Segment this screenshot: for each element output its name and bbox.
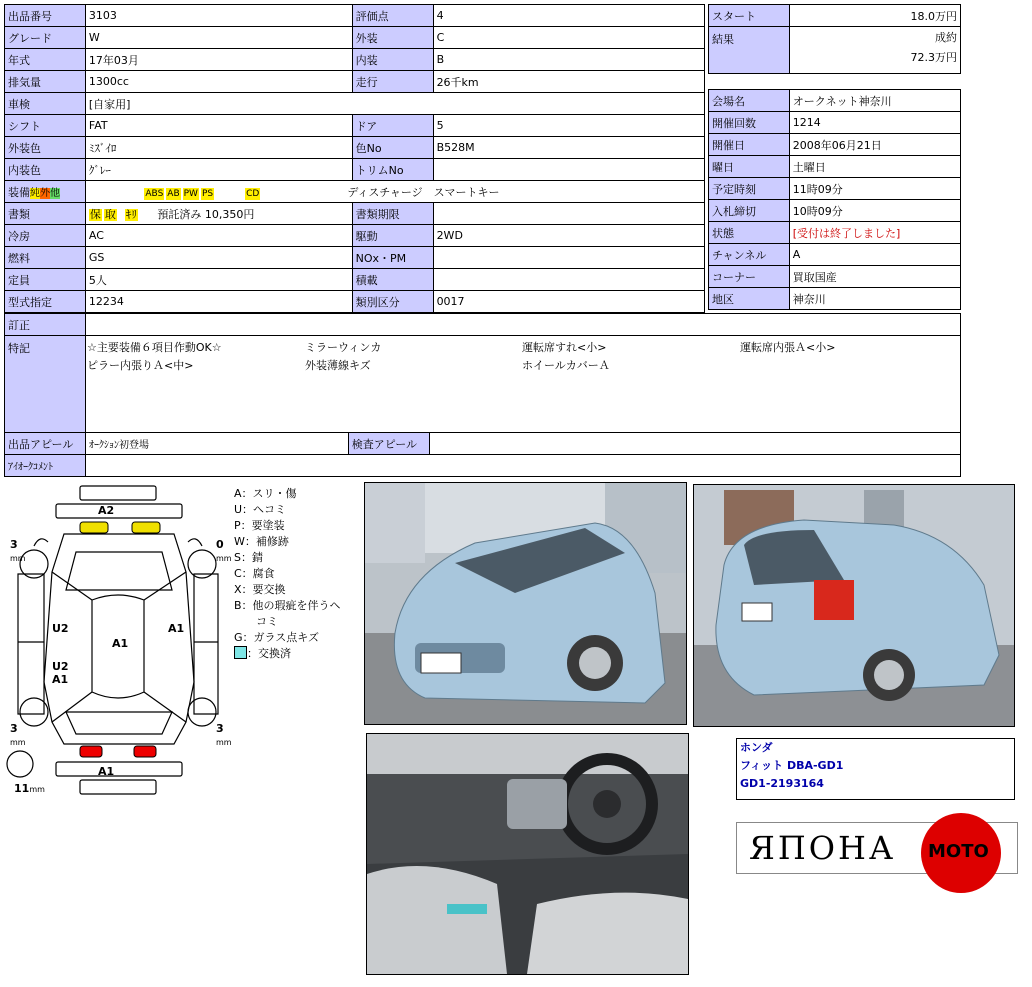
label-displacement: 排気量: [5, 71, 86, 93]
table-row: [5, 93, 705, 115]
model: フィット DBA-GD1: [740, 759, 844, 772]
table-row: [5, 5, 705, 27]
label-scheduled-time: 予定時刻: [709, 178, 790, 200]
equipment-label: 装備: [8, 185, 30, 199]
equipment: [85, 181, 704, 203]
price-table: [708, 4, 961, 74]
legend-item: S：錆: [234, 551, 263, 564]
feature-item: ミラーウィンカ: [304, 341, 382, 354]
mark-u2-a1-left: U2 A1: [52, 660, 69, 686]
label-int-color: 内装色: [5, 159, 86, 181]
label-fuel: 燃料: [5, 247, 86, 269]
maker: ホンダ: [740, 741, 773, 754]
shift: FAT: [85, 115, 352, 137]
displacement: 1300cc: [85, 71, 352, 93]
label-session: 開催回数: [709, 112, 790, 134]
feature-item: ☆主要装備６項目作動OK☆: [86, 341, 222, 354]
table-row: [709, 244, 961, 266]
label-grade-score: 評価点: [352, 5, 433, 27]
photo-rear[interactable]: [693, 484, 1015, 727]
ext-color: ﾐｽﾞｲﾛ: [85, 137, 352, 159]
label-grade: グレード: [5, 27, 86, 49]
year: 17年03月: [85, 49, 352, 71]
table-row: [5, 203, 705, 225]
legend-item-label: ：交換済: [247, 647, 291, 660]
features: [85, 336, 960, 433]
label-mileage: 走行: [352, 71, 433, 93]
tread-front-left: 3 mm: [10, 538, 26, 563]
type-designation: 12234: [85, 291, 352, 313]
auction-table: [708, 89, 961, 310]
label-capacity: 定員: [5, 269, 86, 291]
table-row: [5, 159, 705, 181]
equip-abs: ABS: [145, 188, 164, 199]
table-row: [709, 5, 961, 27]
table-row: [5, 27, 705, 49]
doc-badge-1: 保: [89, 207, 101, 221]
legend-item: P：要塗装: [234, 519, 285, 532]
label-start-price: スタート: [709, 5, 790, 27]
label-year: 年式: [5, 49, 86, 71]
mark-a1-center: A1: [112, 637, 129, 650]
label-ext-color: 外装色: [5, 137, 86, 159]
notes-table: [4, 313, 961, 477]
label-aircon: 冷房: [5, 225, 86, 247]
spec-table: [4, 4, 705, 313]
photo-interior[interactable]: [366, 733, 689, 975]
table-row: [709, 178, 961, 200]
table-row: [5, 314, 961, 336]
car-interior-image: [367, 734, 688, 974]
table-row: [709, 200, 961, 222]
equip-ab: AB: [167, 188, 180, 199]
date: 2008年06月21日: [789, 134, 960, 156]
mark-a1-rear: A1: [98, 765, 115, 778]
photo-front[interactable]: [364, 482, 687, 725]
nox: [433, 247, 704, 269]
label-correction: 訂正: [5, 314, 86, 336]
legend-item: コミ: [234, 615, 278, 628]
drive: 2WD: [433, 225, 704, 247]
label-shift: シフト: [5, 115, 86, 137]
logo-circle: [921, 813, 1001, 893]
table-row: [5, 71, 705, 93]
result-price: 72.3万円: [910, 51, 957, 64]
feature-item: 外装薄線キズ: [304, 359, 371, 372]
documents: [85, 203, 352, 225]
label-equipment: [5, 181, 86, 203]
doc-badge-2: 取: [104, 207, 116, 221]
corner: 買取国産: [789, 266, 960, 288]
result-status: 成約: [935, 31, 957, 44]
label-weekday: 曜日: [709, 156, 790, 178]
legend-item: W：補修跡: [234, 535, 289, 548]
table-row: [709, 156, 961, 178]
doc-deadline: [433, 203, 704, 225]
legend-item: X：要交換: [234, 583, 286, 596]
class-code: 0017: [433, 291, 704, 313]
legend-item: B：他の瑕疵を伴うヘ: [234, 599, 341, 612]
table-row: [709, 90, 961, 112]
load: [433, 269, 704, 291]
replaced-swatch: [234, 646, 247, 659]
logo-text: ЯПОНА: [749, 829, 897, 867]
table-row: [5, 225, 705, 247]
doc-badge-3: ｷﾘ: [125, 207, 137, 221]
label-lot-no: 出品番号: [5, 5, 86, 27]
aircon: AC: [85, 225, 352, 247]
inspection: [自家用]: [85, 93, 704, 115]
table-row: [5, 433, 961, 455]
label-color-no: 色No: [352, 137, 433, 159]
label-load: 積載: [352, 269, 433, 291]
label-type-designation: 型式指定: [5, 291, 86, 313]
interior: B: [433, 49, 704, 71]
grade: W: [85, 27, 352, 49]
correction: [85, 314, 960, 336]
region: 神奈川: [789, 288, 960, 310]
equip-pw: PW: [183, 188, 198, 199]
brand-logo: [736, 822, 1018, 874]
equip-cd: CD: [246, 188, 260, 199]
label-interior: 内装: [352, 49, 433, 71]
table-row: [5, 137, 705, 159]
doors: 5: [433, 115, 704, 137]
int-color: ｸﾞﾚｰ: [85, 159, 352, 181]
tread-rear-left: 3 mm: [10, 722, 26, 747]
session: 1214: [789, 112, 960, 134]
seller-appeal: ｵｰｸｼｮﾝ初登場: [85, 433, 348, 455]
label-corner: コーナー: [709, 266, 790, 288]
table-row: [5, 181, 705, 203]
legend-item: A：スリ・傷: [234, 487, 297, 500]
bid-deadline: 10時09分: [789, 200, 960, 222]
label-features: 特記: [5, 336, 86, 433]
tread-front-right: 0 mm: [216, 538, 232, 563]
table-row: [5, 269, 705, 291]
chassis-number: GD1-2193164: [740, 777, 824, 790]
label-seller-appeal: 出品アピール: [5, 433, 86, 455]
comment: [85, 455, 960, 477]
label-comment: ｱｲｵｰｸｺﾒﾝﾄ: [5, 455, 86, 477]
badge-other: 他: [50, 187, 60, 199]
status: [受付は終了しました]: [789, 222, 960, 244]
channel: A: [789, 244, 960, 266]
label-doc-deadline: 書類期限: [352, 203, 433, 225]
mileage: 26千km: [433, 71, 704, 93]
equip-ps: PS: [201, 188, 214, 199]
table-row: [5, 247, 705, 269]
table-row: [709, 112, 961, 134]
label-result: 結果: [709, 27, 790, 74]
legend-item: U：ヘコミ: [234, 503, 287, 516]
table-row: [5, 291, 705, 313]
venue: オークネット神奈川: [789, 90, 960, 112]
feature-item: 運転席すれ<小>: [521, 341, 607, 354]
doc-recycle: 預託済み 10,350円: [157, 207, 255, 221]
legend-item: [234, 646, 291, 661]
label-nox: NOx・PM: [352, 247, 433, 269]
label-venue: 会場名: [709, 90, 790, 112]
feature-item: ホイールカバーＡ: [521, 359, 610, 372]
table-row: [709, 27, 961, 74]
feature-item: 運転席内張Ａ<小>: [739, 341, 836, 354]
table-row: [709, 222, 961, 244]
feature-item: ピラー内張りＡ<中>: [86, 359, 194, 372]
mark-a1-right: A1: [168, 622, 185, 635]
vehicle-info: [736, 738, 1015, 800]
result: [789, 27, 960, 74]
start-price: 18.0万円: [789, 5, 960, 27]
label-documents: 書類: [5, 203, 86, 225]
tread-spare: 11mm: [14, 782, 45, 795]
label-trim-no: トリムNo: [352, 159, 433, 181]
label-inspection-appeal: 検査アピール: [348, 433, 429, 455]
grade-score: 4: [433, 5, 704, 27]
car-rear-image: [694, 485, 1014, 726]
label-channel: チャンネル: [709, 244, 790, 266]
table-row: [5, 336, 961, 433]
scheduled-time: 11時09分: [789, 178, 960, 200]
label-status: 状態: [709, 222, 790, 244]
fuel: GS: [85, 247, 352, 269]
table-row: [709, 266, 961, 288]
damage-diagram: [4, 482, 230, 802]
table-row: [5, 49, 705, 71]
legend-item: G：ガラス点キズ: [234, 631, 319, 644]
table-row: [709, 134, 961, 156]
tread-rear-right: 3 mm: [216, 722, 232, 747]
color-no: B528M: [433, 137, 704, 159]
lot-no: 3103: [85, 5, 352, 27]
car-front-image: [365, 483, 686, 724]
badge-external: 外: [40, 187, 50, 199]
legend-item: C：腐食: [234, 567, 275, 580]
label-exterior: 外装: [352, 27, 433, 49]
label-class-code: 類別区分: [352, 291, 433, 313]
mark-a2: A2: [98, 504, 115, 517]
logo-badge: MOTO: [928, 841, 989, 862]
capacity: 5人: [85, 269, 352, 291]
exterior: C: [433, 27, 704, 49]
label-region: 地区: [709, 288, 790, 310]
trim-no: [433, 159, 704, 181]
badge-genuine: 純: [30, 187, 40, 199]
label-doors: ドア: [352, 115, 433, 137]
table-row: [709, 288, 961, 310]
label-date: 開催日: [709, 134, 790, 156]
equip-extra: ディスチャージ スマートキー: [347, 185, 500, 199]
table-row: [5, 115, 705, 137]
mark-u2-left: U2: [52, 622, 69, 635]
inspection-appeal: [429, 433, 960, 455]
label-bid-deadline: 入札締切: [709, 200, 790, 222]
table-row: [5, 455, 961, 477]
weekday: 土曜日: [789, 156, 960, 178]
label-inspection: 車検: [5, 93, 86, 115]
label-drive: 駆動: [352, 225, 433, 247]
